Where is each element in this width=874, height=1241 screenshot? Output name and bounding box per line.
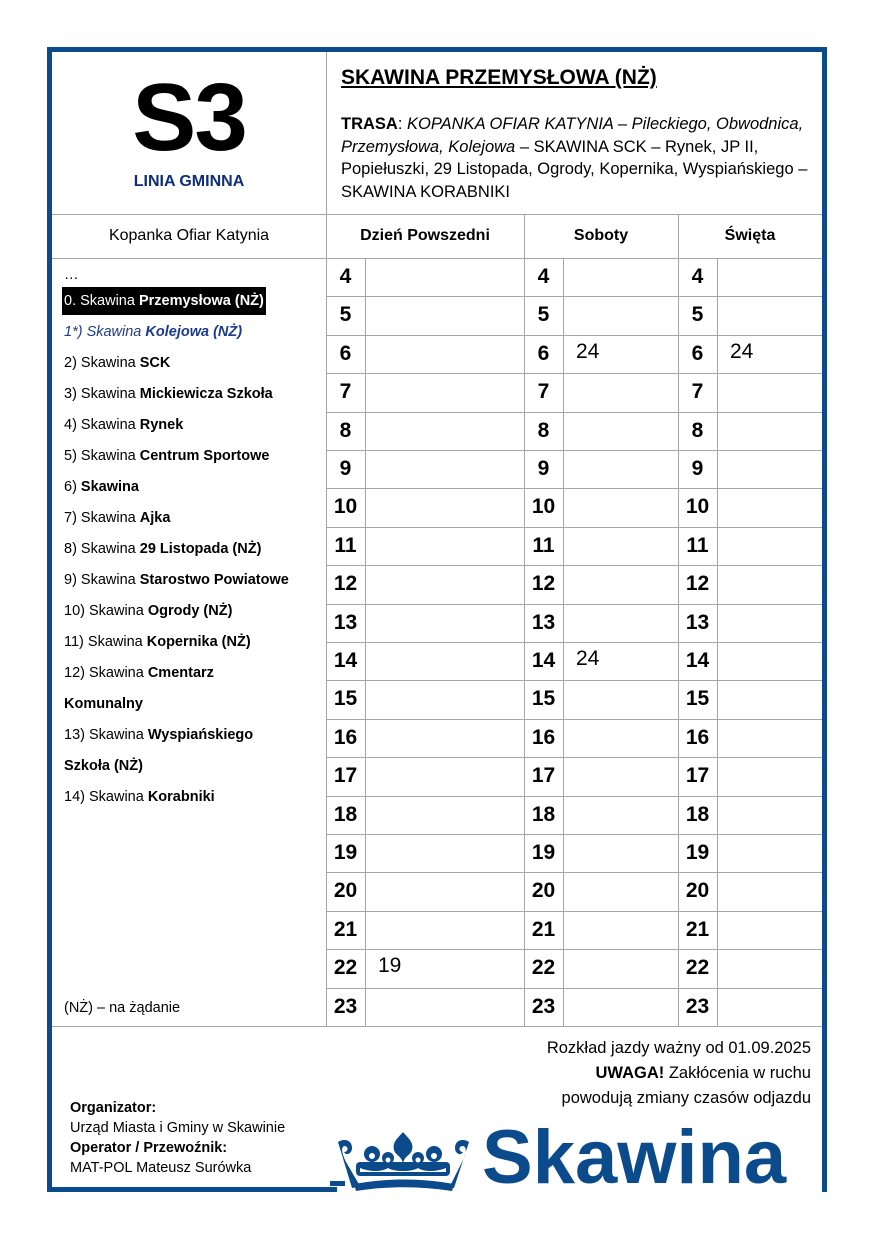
stop-label <box>64 727 253 743</box>
saturday-hour-cell: 12 <box>531 572 556 596</box>
stop-item <box>64 286 326 317</box>
weekday-minutes-cell: 19 <box>378 954 402 978</box>
stop-prefix: 14) Skawina <box>64 789 148 805</box>
organizer-label: Organizator: <box>70 1100 157 1116</box>
saturday-hour-cell: 10 <box>531 495 556 519</box>
holiday-hour-cell: 9 <box>691 457 704 480</box>
holiday-hour-cell: 22 <box>685 956 710 980</box>
stop-prefix: 1*) Skawina <box>64 324 146 340</box>
stop-label <box>64 386 273 402</box>
holiday-hour-cell: 11 <box>686 533 709 557</box>
table-bottom-line <box>52 1026 822 1027</box>
weekday-hour-cell: 20 <box>333 879 358 903</box>
warning-text: Zakłócenia w ruchu <box>664 1064 811 1082</box>
stop-prefix: 0. Skawina <box>64 293 139 309</box>
stop-prefix: 9) Skawina <box>64 572 140 588</box>
page-frame-bottom <box>47 1187 337 1192</box>
weekday-hour-cell: 7 <box>339 380 352 404</box>
row-divider <box>326 911 822 912</box>
row-divider <box>326 412 822 413</box>
stop-name: Ogrody (NŻ) <box>147 603 233 619</box>
weekday-hour-cell: 6 <box>339 341 352 365</box>
holiday-hour-cell: 19 <box>685 841 710 864</box>
stop-label <box>64 665 214 681</box>
holiday-header: Święta <box>724 227 776 244</box>
logo-text: Skawina <box>482 1128 787 1192</box>
row-divider <box>326 450 822 451</box>
saturday-hour-cell: 15 <box>531 687 556 711</box>
weekday-hour-cell: 18 <box>333 802 358 826</box>
row-divider <box>326 719 822 720</box>
weekday-hour-cell: 17 <box>333 764 358 788</box>
saturday-hour-cell: 17 <box>531 764 556 788</box>
stop-name: Kolejowa (NŻ) <box>145 324 243 340</box>
holiday-hour-cell: 17 <box>685 764 710 788</box>
route-italic: KOPANKA OFIAR KATYNIA – Pileckiego, Obwodnica, Przemysłowa, Kolejowa <box>341 115 804 156</box>
stop-item <box>64 379 326 410</box>
line-number: S3 <box>132 64 246 171</box>
weekday-hour-cell: 12 <box>333 572 358 596</box>
holiday-hour-cell: 15 <box>685 687 710 711</box>
stop-label <box>64 572 289 588</box>
weekday-hour-cell: 21 <box>333 917 358 941</box>
stop-label <box>64 789 215 805</box>
stop-name: Wyspiańskiego <box>147 727 254 743</box>
stop-name: Cmentarz <box>147 665 214 681</box>
saturday-hour-cell: 6 <box>537 341 550 365</box>
stop-label <box>64 603 232 619</box>
stop-prefix: 12) Skawina <box>64 665 148 681</box>
saturday-hour-cell: 13 <box>531 610 556 634</box>
route-rest: – SKAWINA SCK – Rynek, JP II, Popiełuszki, 29 Listopada, Ogrody, Kopernika, Wyspiańskiego – SKAWINA KORABNIKI <box>341 137 808 201</box>
stop-item <box>64 720 326 751</box>
stop-prefix: 4) Skawina <box>64 417 140 433</box>
weekday-hour-cell: 19 <box>333 841 358 864</box>
saturday-hour-cell: 18 <box>531 802 556 826</box>
validity-date: Rozkład jazdy ważny od 01.09.2025 <box>546 1039 811 1057</box>
holiday-hour-cell: 7 <box>691 380 704 404</box>
stop-label <box>64 479 139 495</box>
stop-name: Starostwo Powiatowe <box>139 572 289 588</box>
holiday-hour-cell: 23 <box>685 994 710 1018</box>
saturday-hour-cell: 21 <box>531 917 556 941</box>
stop-label <box>64 696 143 712</box>
saturday-hour-cell: 9 <box>537 457 550 480</box>
stop-item <box>64 441 326 472</box>
stop-name: Korabniki <box>147 789 215 805</box>
stop-item <box>64 503 326 534</box>
header-divider <box>326 52 327 214</box>
holiday-hour-cell: 20 <box>685 879 710 903</box>
saturday-hour-cell: 4 <box>537 265 550 288</box>
weekday-hour-cell: 13 <box>333 610 358 634</box>
row-divider <box>326 872 822 873</box>
holiday-hour-cell: 16 <box>685 725 710 749</box>
stop-prefix: 13) Skawina <box>64 727 148 743</box>
stops-list <box>64 268 326 813</box>
stop-prefix: 6) <box>64 479 81 495</box>
holiday-hour-cell: 6 <box>691 341 704 365</box>
saturday-minutes-cell: 24 <box>576 647 600 670</box>
weekday-hour-cell: 5 <box>339 303 352 327</box>
holiday-hour-cell: 4 <box>691 265 704 288</box>
row-divider <box>326 604 822 605</box>
stop-prefix: 10) Skawina <box>64 603 148 619</box>
row-divider <box>326 680 822 681</box>
stop-name: SCK <box>139 355 171 371</box>
row-divider <box>326 796 822 797</box>
stop-name: 29 Listopada (NŻ) <box>139 541 262 557</box>
operator-label: Operator / Przewoźnik: <box>70 1140 228 1156</box>
validity-notice <box>547 1036 811 1111</box>
row-divider <box>326 565 822 566</box>
holiday-hour-cell: 5 <box>691 303 704 327</box>
stops-ellipsis: … <box>64 267 79 283</box>
line-type: LINIA GMINNA <box>133 173 245 190</box>
organizer-block <box>70 1098 285 1178</box>
holiday-hour-cell: 21 <box>685 917 710 941</box>
stop-item <box>64 410 326 441</box>
saturday-minutes-cell: 24 <box>576 339 600 363</box>
stop-prefix: 5) Skawina <box>64 448 140 464</box>
row-divider <box>326 834 822 835</box>
saturday-hour-cell: 8 <box>537 418 550 442</box>
stop-item <box>64 658 326 689</box>
saturday-hour-cell: 19 <box>531 841 556 864</box>
stop-prefix: 8) Skawina <box>64 541 140 557</box>
stop-label <box>64 758 143 774</box>
saturday-header: Soboty <box>573 227 629 244</box>
stop-item <box>64 751 326 782</box>
row-divider <box>326 488 822 489</box>
stop-label <box>64 510 170 526</box>
weekday-hour-cell: 23 <box>333 994 358 1018</box>
stop-item <box>64 782 326 813</box>
weekday-hour-cell: 22 <box>333 956 358 980</box>
stop-name: Centrum Sportowe <box>139 448 270 464</box>
route-description: TRASA: KOPANKA OFIAR KATYNIA – Pileckiego, Obwodnica, Przemysłowa, Kolejowa – SKAWINA SCK – Rynek, JP II, Popiełuszki, 29 Listopada, Ogrody, Kopernika, Wyspiańskiego – SKAWINA KORABNIKI <box>341 115 808 201</box>
saturday-hour-cell: 7 <box>537 380 550 404</box>
stop-label <box>64 541 261 557</box>
stop-label <box>64 417 183 433</box>
operator-name: MAT-POL Mateusz Surówka <box>70 1160 252 1176</box>
saturday-hour-cell: 22 <box>531 956 556 980</box>
stop-prefix: 7) Skawina <box>64 510 140 526</box>
warning-text-2: powodują zmiany czasów odjazdu <box>561 1089 811 1107</box>
stop-name: Skawina <box>80 479 139 495</box>
stop-name: Mickiewicza Szkoła <box>139 386 273 402</box>
stop-prefix: 3) Skawina <box>64 386 140 402</box>
stop-name: Szkoła (NŻ) <box>64 758 143 774</box>
row-divider <box>326 296 822 297</box>
holiday-hour-cell: 13 <box>685 610 710 634</box>
stop-prefix: 11) Skawina <box>64 634 147 650</box>
holiday-minutes-cell: 24 <box>730 339 754 363</box>
weekday-header: Dzień Powszedni <box>360 227 490 244</box>
stop-item <box>64 534 326 565</box>
on-request-note: (NŻ) – na żądanie <box>64 1000 181 1016</box>
current-stop <box>62 287 266 315</box>
stop-item <box>64 317 326 348</box>
stop-label <box>64 634 251 650</box>
saturday-hour-cell: 14 <box>531 649 556 672</box>
route-label: TRASA <box>341 115 398 133</box>
stop-name: Ajka <box>139 510 171 526</box>
stop-name: Rynek <box>139 417 184 433</box>
holiday-hour-cell: 10 <box>685 495 710 519</box>
crown-icon <box>330 1128 475 1192</box>
weekday-hour-cell: 15 <box>333 687 358 711</box>
saturday-hour-cell: 20 <box>531 879 556 903</box>
saturday-hour-cell: 5 <box>537 303 550 327</box>
saturday-hour-cell: 16 <box>531 725 556 749</box>
holiday-hour-cell: 8 <box>691 418 704 442</box>
holiday-hour-cell: 12 <box>685 572 710 596</box>
warning-label: UWAGA! <box>595 1064 665 1082</box>
stop-item <box>64 627 326 658</box>
stop-item <box>64 472 326 503</box>
stop-prefix: 2) Skawina <box>64 355 140 371</box>
stop-name: Przemysłowa (NŻ) <box>138 293 264 309</box>
holiday-hour-cell: 14 <box>685 649 710 672</box>
stop-item <box>64 348 326 379</box>
weekday-hour-cell: 11 <box>334 533 357 557</box>
weekday-hour-cell: 8 <box>339 418 352 442</box>
stop-item <box>64 689 326 720</box>
stop-item <box>64 596 326 627</box>
stop-item <box>64 565 326 596</box>
stop-title: SKAWINA PRZEMYSŁOWA (NŻ) <box>341 66 657 89</box>
weekday-hour-cell: 14 <box>333 649 358 672</box>
weekday-hour-cell: 10 <box>333 495 358 519</box>
via-stop <box>64 324 242 340</box>
holiday-hour-cell: 18 <box>685 802 710 826</box>
row-divider <box>326 757 822 758</box>
row-divider <box>326 527 822 528</box>
skawina-logo <box>330 1128 825 1192</box>
stop-label <box>64 448 269 464</box>
warning-line <box>547 1061 811 1086</box>
weekday-hour-cell: 4 <box>339 265 352 288</box>
stop-name: Kopernika (NŻ) <box>146 634 251 650</box>
weekday-hour-cell: 9 <box>339 457 352 480</box>
row-divider <box>326 373 822 374</box>
stop-label <box>64 355 170 371</box>
row-divider <box>326 988 822 989</box>
organizer-name: Urząd Miasta i Gminy w Skawinie <box>70 1120 286 1136</box>
saturday-hour-cell: 23 <box>531 994 556 1018</box>
weekday-hour-cell: 16 <box>333 725 358 749</box>
origin-header: Kopanka Ofiar Katynia <box>108 227 270 244</box>
saturday-hour-cell: 11 <box>532 533 555 557</box>
stop-name: Komunalny <box>64 696 143 712</box>
